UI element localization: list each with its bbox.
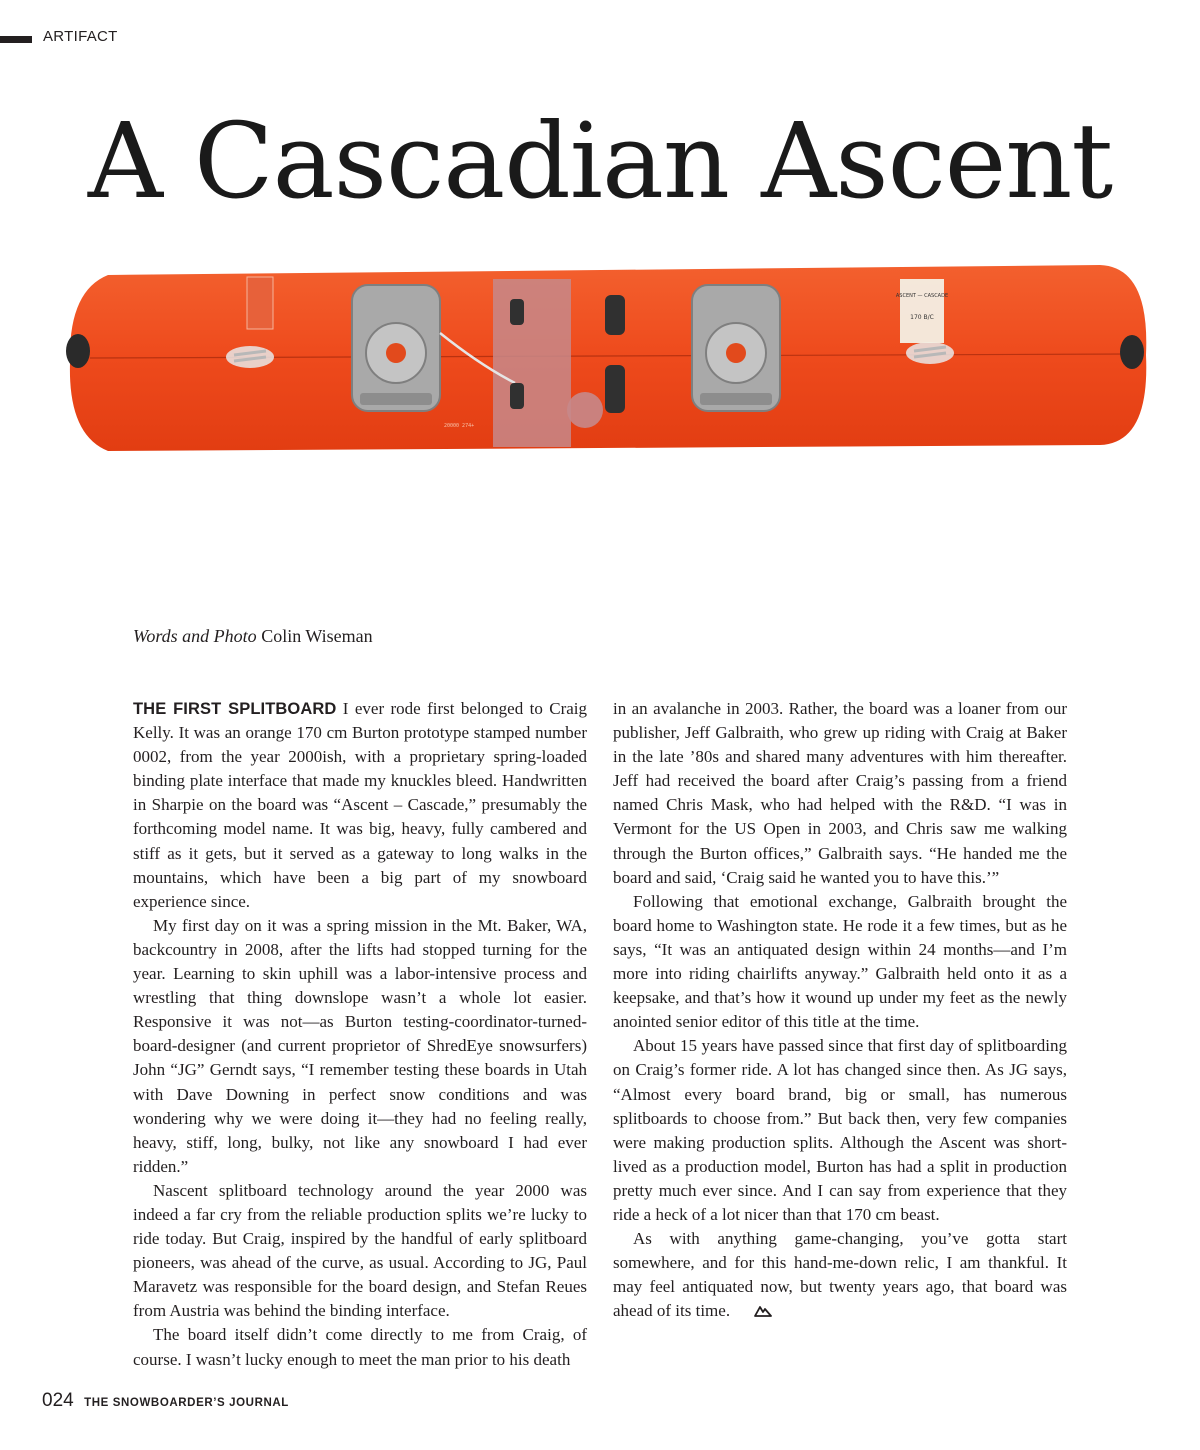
- article-column-right: [613, 697, 1067, 1324]
- splitboard-photo: [60, 255, 1150, 465]
- board-stamp: 20000 274+: [444, 423, 475, 429]
- topsheet-panel: [493, 279, 571, 447]
- byline-author: Colin Wiseman: [261, 626, 373, 646]
- article-paragraph: The board itself didn’t come directly to me from Craig, of course. I wasn’t lucky enough to meet the man prior to his death: [133, 1325, 587, 1369]
- section-marker-bar: [0, 36, 32, 43]
- page-number: 024: [42, 1390, 74, 1411]
- publication-name: THE SNOWBOARDER’S JOURNAL: [84, 1397, 289, 1409]
- tail-clip: [66, 334, 90, 368]
- burton-logo-icon: [906, 342, 954, 364]
- article-lead-in: THE FIRST SPLITBOARD: [133, 700, 337, 718]
- board-label-line: ASCENT — CASCADE: [895, 293, 949, 299]
- burton-logo-icon: [226, 346, 274, 368]
- page-footer: [42, 1390, 289, 1412]
- byline: [133, 626, 373, 647]
- rear-binding-plate: [352, 285, 440, 411]
- nose-clip: [1120, 335, 1144, 369]
- article-paragraph: About 15 years have passed since that first day of splitboarding on Craig’s former ride. A lot has changed since then. As JG says, “Almost every board brand, big or small, has numerous splitboards to choose from.” But back then, very few companies were making production splits. Although the Ascent was short-lived as a production model, Burton has had a split in production pretty much ever since. And I can say from experience that they ride a heck of a lot nicer than that 170 cm beast.: [613, 1036, 1067, 1224]
- article-paragraph-final: [613, 1227, 1067, 1324]
- article-paragraph: My first day on it was a spring mission in the Mt. Baker, WA, backcountry in 2008, after the lifts had stopped turning for the year. Learning to skin uphill was a labor-intensive process and wrestling that thing downslope wasn’t a whole lot easier. Responsive it was not—as Burton testing-coordinator-turned-board-designer (and current proprietor of ShredEye snowsurfers) John “JG” Gerndt says, “I remember testing these boards in Utah with Dave Downing in perfect snow conditions and was wondering why we were doing it—they had no feeling really, heavy, stiff, long, bulky, not like any snowboard I had ever ridden.”: [133, 915, 587, 1176]
- board-label-line: 170 B/C: [910, 314, 934, 321]
- topsheet-dot: [567, 392, 603, 428]
- article-paragraph: Following that emotional exchange, Galbraith brought the board home to Washington state. He rode it a few times, but as he says, “It was an antiquated design within 24 months—and I’m more into riding chairlifts anyway.” Galbraith held onto it as a keepsake, and that’s how it wound up under my feet as the newly anointed senior editor of this title at the time.: [613, 891, 1067, 1032]
- article-paragraph: [133, 697, 587, 914]
- article-text: I ever rode first belonged to Craig Kelly. It was an orange 170 cm Burton prototype stamped number 0002, from the year 2000ish, with a proprietary spring-loaded binding plate interface that made my knuckles bleed. Handwritten in Sharpie on the board was “Ascent – Cascade,” presumably the forthcoming model name. It was big, heavy, fully cambered and stiff as it gets, but it served as a gateway to long walks in the mountains, which have been a big part of my snowboard experience since.: [133, 699, 587, 911]
- article-paragraph: in an avalanche in 2003. Rather, the board was a loaner from our publisher, Jeff Galbraith, who grew up riding with Craig at Baker in the late ’80s and shared many adventures with him thereafter. Jeff had received the board after Craig’s passing from a friend named Chris Mask, who had helped with the R&D. “I was in Vermont for the US Open in 2003, and Chris saw me walking through the Burton offices,” Galbraith says. “He handed me the board and said, ‘Craig said he wanted you to have this.’”: [613, 699, 1067, 887]
- article-paragraph: Nascent splitboard technology around the year 2000 was indeed a far cry from the reliable production splits we’re lucky to ride today. But Craig, inspired by the handful of early splitboard pioneers, was ahead of the curve, as usual. According to JG, Paul Maravetz was responsible for the board design, and Stefan Reues from Austria was behind the binding interface.: [133, 1180, 587, 1321]
- section-label: ARTIFACT: [43, 28, 118, 45]
- article-column-left: [133, 697, 587, 1372]
- byline-role: Words and Photo: [133, 626, 257, 646]
- mountain-end-mark-icon: [734, 1300, 772, 1324]
- article-text: As with anything game-changing, you’ve gotta start somewhere, and for this hand-me-down relic, I am thankful. It may feel antiquated now, but twenty years ago, that board was ahead of its time.: [613, 1229, 1067, 1321]
- spec-sticker: [247, 277, 273, 329]
- article-title: A Cascadian Ascent: [87, 100, 1113, 222]
- front-binding-plate: [692, 285, 780, 411]
- ascent-cascade-label: [896, 279, 948, 343]
